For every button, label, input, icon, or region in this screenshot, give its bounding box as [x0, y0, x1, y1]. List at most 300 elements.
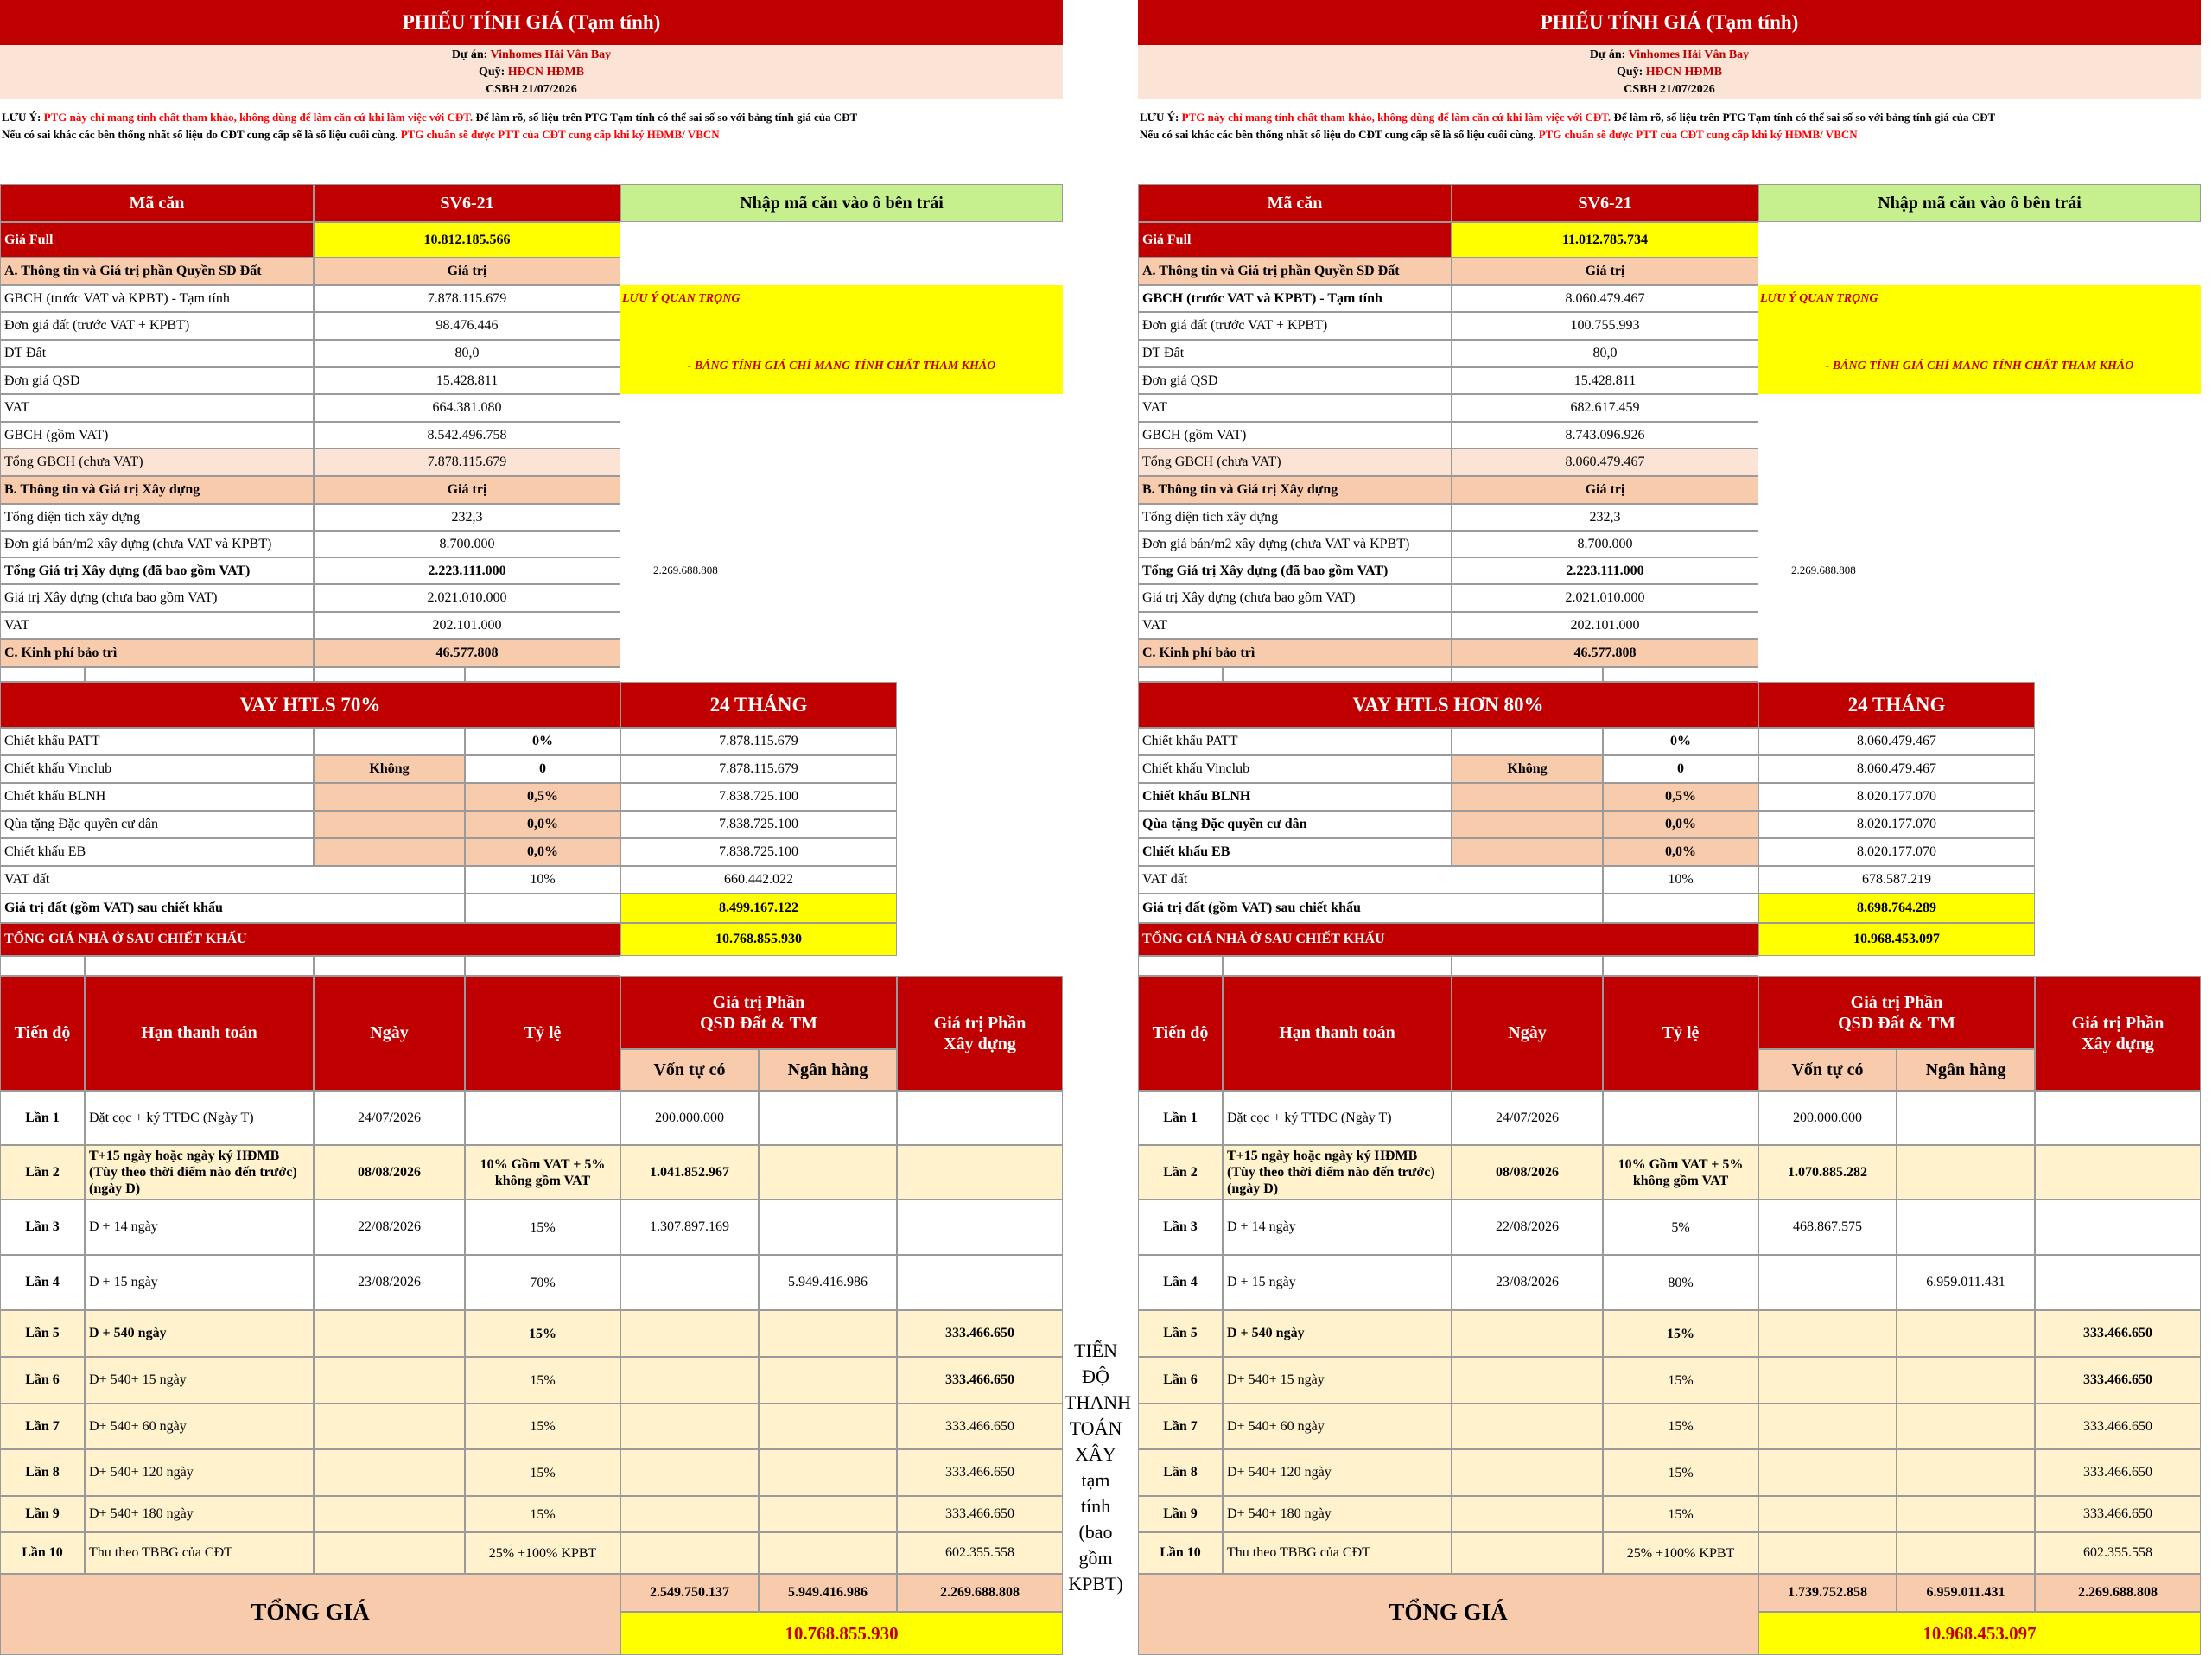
sum-own-capital: 1.739.752.858: [1758, 1574, 1897, 1612]
schedule-deadline: D + 540 ngày: [1223, 1310, 1452, 1357]
schedule-lan: Lần 4: [0, 1255, 85, 1310]
schedule-lan: Lần 8: [0, 1449, 85, 1496]
spacer-cell: [0, 956, 85, 976]
schedule-lan: Lần 3: [0, 1200, 85, 1255]
warning-title: LƯU Ý QUAN TRỌNG: [622, 292, 741, 305]
fund-label: Quỹ:: [1616, 65, 1643, 79]
schedule-bank: [1897, 1532, 2035, 1574]
schedule-construction: [2035, 1255, 2201, 1310]
schedule-construction: [2035, 1200, 2201, 1255]
section-b-value-header: Giá trị: [1452, 476, 1758, 504]
land-after-discount-label: Giá trị đất (gồm VAT) sau chiết khấu: [0, 894, 465, 923]
total-house-value: 10.768.855.930: [620, 923, 897, 956]
schedule-lan: Lần 8: [1138, 1449, 1223, 1496]
header-ty-le: Tỷ lệ: [1603, 976, 1758, 1091]
land-row-value: 8.060.479.467: [1452, 285, 1758, 312]
schedule-own-capital: [620, 1255, 759, 1310]
discount-percent: 0,0%: [1603, 838, 1758, 866]
project-label: Dự án:: [451, 48, 488, 61]
spacer-cell: [85, 667, 314, 682]
construction-row-label: Tổng Giá trị Xây dựng (đã bao gồm VAT): [0, 557, 314, 584]
schedule-rate: 15%: [465, 1449, 620, 1496]
fund-value: HĐCN HĐMB: [1645, 65, 1723, 79]
schedule-deadline: D + 14 ngày: [85, 1200, 314, 1255]
schedule-own-capital: [1758, 1496, 1897, 1532]
fund-value: HĐCN HĐMB: [507, 65, 585, 79]
construction-row-value: 2.021.010.000: [314, 584, 620, 612]
schedule-construction: 333.466.650: [2035, 1449, 2201, 1496]
loan-term: 24 THÁNG: [620, 682, 897, 728]
schedule-bank: [1897, 1449, 2035, 1496]
schedule-rate: 15%: [1603, 1496, 1758, 1532]
schedule-deadline: Thu theo TBBG của CĐT: [1223, 1532, 1452, 1574]
schedule-bank: [759, 1357, 897, 1404]
schedule-lan: Lần 2: [1138, 1145, 1223, 1200]
spacer-cell: [465, 667, 620, 682]
schedule-deadline: D+ 540+ 120 ngày: [85, 1449, 314, 1496]
section-a-title: A. Thông tin và Giá trị phần Quyền SD Đất: [1138, 258, 1452, 285]
schedule-lan: Lần 1: [0, 1091, 85, 1145]
schedule-date: 22/08/2026: [314, 1200, 465, 1255]
schedule-construction: 333.466.650: [897, 1496, 1063, 1532]
discount-percent: 0: [465, 755, 620, 783]
schedule-own-capital: [1758, 1532, 1897, 1574]
schedule-lan: Lần 4: [1138, 1255, 1223, 1310]
discount-label: Chiết khấu BLNH: [0, 783, 314, 811]
schedule-lan: Lần 5: [1138, 1310, 1223, 1357]
schedule-deadline: D+ 540+ 15 ngày: [1223, 1357, 1452, 1404]
ma-can-input[interactable]: SV6-21: [1452, 184, 1758, 222]
schedule-deadline: D+ 540+ 180 ngày: [85, 1496, 314, 1532]
schedule-bank: [759, 1532, 897, 1574]
spacer-cell: [1603, 667, 1758, 682]
project-line: [1590, 47, 1749, 64]
schedule-own-capital: [620, 1357, 759, 1404]
discount-percent: 0%: [1603, 728, 1758, 755]
note-black-1: Để làm rõ, số liệu trên PTG Tạm tính có thể sai số so với bảng tính giá của CĐT: [1613, 111, 1996, 124]
schedule-construction: [897, 1200, 1063, 1255]
csbh-line: CSBH 21/07/2026: [486, 82, 577, 96]
land-row-label: Tổng GBCH (chưa VAT): [0, 449, 314, 476]
schedule-date: 23/08/2026: [1452, 1255, 1603, 1310]
note-black-2: Nếu có sai khác các bên thống nhất số liệu do CĐT cung cấp sẽ là số liệu cuối cùng.: [2, 128, 398, 141]
schedule-deadline: T+15 ngày hoặc ngày ký HĐMB (Tùy theo thời điểm nào đến trước) (ngày D): [85, 1145, 314, 1200]
schedule-deadline: T+15 ngày hoặc ngày ký HĐMB (Tùy theo thời điểm nào đến trước) (ngày D): [1223, 1145, 1452, 1200]
schedule-lan: Lần 6: [0, 1357, 85, 1404]
header-ngay: Ngày: [1452, 976, 1603, 1091]
construction-row-label: Tổng Giá trị Xây dựng (đã bao gồm VAT): [1138, 557, 1452, 584]
discount-option[interactable]: Không: [314, 755, 465, 783]
schedule-deadline: D+ 540+ 180 ngày: [1223, 1496, 1452, 1532]
discount-value: 7.838.725.100: [620, 783, 897, 811]
spacer-cell: [1603, 956, 1758, 976]
sum-construction: 2.269.688.808: [897, 1574, 1063, 1612]
section-b-title: B. Thông tin và Giá trị Xây dựng: [0, 476, 314, 504]
header-xd-line2: Xây dựng: [2082, 1034, 2154, 1053]
land-after-discount-value: 8.698.764.289: [1758, 894, 2035, 923]
disclaimer-note: [0, 109, 1063, 143]
schedule-own-capital: [1758, 1255, 1897, 1310]
discount-value: 8.020.177.070: [1758, 838, 2035, 866]
header-qsd-line2: QSD Đất & TM: [700, 1013, 817, 1033]
construction-row-label: Tổng diện tích xây dựng: [0, 504, 314, 531]
schedule-rate: 15%: [1603, 1357, 1758, 1404]
schedule-construction: [897, 1091, 1063, 1145]
land-row-value: 8.542.496.758: [314, 422, 620, 449]
schedule-deadline: Đặt cọc + ký TTĐC (Ngày T): [1223, 1091, 1452, 1145]
spacer-cell: [0, 667, 85, 682]
sum-bank: 6.959.011.431: [1897, 1574, 2035, 1612]
discount-value: 8.060.479.467: [1758, 755, 2035, 783]
schedule-rate: 10% Gồm VAT + 5% không gồm VAT: [1603, 1145, 1758, 1200]
schedule-construction: 602.355.558: [897, 1532, 1063, 1574]
discount-value: 7.838.725.100: [620, 838, 897, 866]
construction-row-value: 232,3: [1452, 504, 1758, 531]
ma-can-label: Mã căn: [1138, 184, 1452, 222]
schedule-bank: [759, 1091, 897, 1145]
ma-can-hint: Nhập mã căn vào ô bên trái: [1758, 184, 2201, 222]
schedule-lan: Lần 1: [1138, 1091, 1223, 1145]
schedule-date: [314, 1449, 465, 1496]
spacer-cell: [314, 956, 465, 976]
header-qsd-line1: Giá trị Phần: [712, 992, 805, 1012]
schedule-rate: 5%: [1603, 1200, 1758, 1255]
discount-label: Chiết khấu PATT: [1138, 728, 1452, 755]
total-house-value: 10.968.453.097: [1758, 923, 2035, 956]
schedule-own-capital: [620, 1449, 759, 1496]
schedule-rate: 15%: [1603, 1449, 1758, 1496]
price-sheet-right: [1138, 0, 2201, 1655]
tong-gia-label: TỔNG GIÁ: [1389, 1599, 1508, 1625]
land-row-label: GBCH (trước VAT và KPBT) - Tạm tính: [1138, 285, 1452, 312]
schedule-own-capital: 1.041.852.967: [620, 1145, 759, 1200]
schedule-own-capital: [1758, 1357, 1897, 1404]
header-xay-dung: [897, 976, 1063, 1091]
section-c-title: C. Kinh phí bảo trì: [0, 639, 314, 667]
ma-can-label: Mã căn: [0, 184, 314, 222]
schedule-date: [314, 1404, 465, 1449]
header-xay-dung: [2035, 976, 2201, 1091]
note-red-2: PTG chuẩn sẽ được PTT của CĐT cung cấp khi ký HĐMB/ VBCN: [1538, 128, 1858, 141]
schedule-rate: 15%: [465, 1200, 620, 1255]
spacer-cell: [85, 956, 314, 976]
schedule-bank: 5.949.416.986: [759, 1255, 897, 1310]
discount-percent: 0,0%: [465, 811, 620, 838]
schedule-bank: [759, 1496, 897, 1532]
schedule-bank: [1897, 1310, 2035, 1357]
construction-row-label: Đơn giá bán/m2 xây dựng (chưa VAT và KPBT): [0, 531, 314, 557]
schedule-bank: [1897, 1357, 2035, 1404]
schedule-own-capital: 468.867.575: [1758, 1200, 1897, 1255]
header-xd-line1: Giá trị Phần: [933, 1013, 1027, 1033]
header-von-tu-co: Vốn tự có: [1758, 1049, 1897, 1091]
discount-label: Qùa tặng Đặc quyền cư dân: [0, 811, 314, 838]
schedule-lan: Lần 2: [0, 1145, 85, 1200]
sum-total: 10.768.855.930: [620, 1612, 1063, 1655]
header-tien-do: Tiến độ: [1138, 976, 1223, 1091]
section-c-title: C. Kinh phí bảo trì: [1138, 639, 1452, 667]
construction-row-label: Đơn giá bán/m2 xây dựng (chưa VAT và KPBT): [1138, 531, 1452, 557]
header-ngan-hang: Ngân hàng: [1897, 1049, 2035, 1091]
land-row-value: 80,0: [314, 340, 620, 367]
land-row-value: 8.743.096.926: [1452, 422, 1758, 449]
land-row-label: VAT: [1138, 394, 1452, 422]
header-von-tu-co: Vốn tự có: [620, 1049, 759, 1091]
schedule-lan: Lần 10: [0, 1532, 85, 1574]
schedule-deadline: D + 14 ngày: [1223, 1200, 1452, 1255]
schedule-bank: [759, 1404, 897, 1449]
land-row-value: 664.381.080: [314, 394, 620, 422]
schedule-deadline: Thu theo TBBG của CĐT: [85, 1532, 314, 1574]
schedule-bank: [1897, 1145, 2035, 1200]
side-construction-total: 2.269.688.808: [653, 563, 718, 576]
land-row-label: Tổng GBCH (chưa VAT): [1138, 449, 1452, 476]
sum-own-capital: 2.549.750.137: [620, 1574, 759, 1612]
note-prefix: LƯU Ý:: [1140, 111, 1179, 124]
discount-percent: 0,5%: [1603, 783, 1758, 811]
schedule-rate: [465, 1091, 620, 1145]
fund-line: [1617, 64, 1722, 81]
project-value: Vinhomes Hải Vân Bay: [1628, 48, 1750, 61]
land-row-value: 8.060.479.467: [1452, 449, 1758, 476]
discount-value: 8.060.479.467: [1758, 728, 2035, 755]
sheet-title: PHIẾU TÍNH GIÁ (Tạm tính): [0, 0, 1063, 45]
note-red-2: PTG chuẩn sẽ được PTT của CĐT cung cấp khi ký HĐMB/ VBCN: [400, 128, 720, 141]
land-after-discount-value: 8.499.167.122: [620, 894, 897, 923]
schedule-rate: 15%: [465, 1310, 620, 1357]
sum-construction: 2.269.688.808: [2035, 1574, 2201, 1612]
csbh-line: CSBH 21/07/2026: [1624, 82, 1715, 96]
schedule-lan: Lần 9: [0, 1496, 85, 1532]
header-ngan-hang: Ngân hàng: [759, 1049, 897, 1091]
warning-text: - BẢNG TÍNH GIÁ CHỈ MANG TÍNH CHẤT THAM KHẢO: [1825, 360, 2134, 372]
schedule-own-capital: [620, 1404, 759, 1449]
schedule-lan: Lần 7: [1138, 1404, 1223, 1449]
construction-row-label: Tổng diện tích xây dựng: [1138, 504, 1452, 531]
discount-label: Chiết khấu BLNH: [1138, 783, 1452, 811]
spacer-cell: [465, 956, 620, 976]
ma-can-hint: Nhập mã căn vào ô bên trái: [620, 184, 1063, 222]
schedule-bank: [1897, 1404, 2035, 1449]
schedule-construction: [897, 1255, 1063, 1310]
section-a-title: A. Thông tin và Giá trị phần Quyền SD Đất: [0, 258, 314, 285]
total-house-label: TỔNG GIÁ NHÀ Ở SAU CHIẾT KHẤU: [0, 923, 620, 956]
construction-row-value: 8.700.000: [314, 531, 620, 557]
schedule-rate: 80%: [1603, 1255, 1758, 1310]
vat-land-value: 660.442.022: [620, 866, 897, 894]
schedule-lan: Lần 5: [0, 1310, 85, 1357]
schedule-bank: [1897, 1200, 2035, 1255]
schedule-date: 08/08/2026: [1452, 1145, 1603, 1200]
header-han-thanh-toan: Hạn thanh toán: [85, 976, 314, 1091]
schedule-rate: 15%: [1603, 1310, 1758, 1357]
total-house-label: TỔNG GIÁ NHÀ Ở SAU CHIẾT KHẤU: [1138, 923, 1758, 956]
sheet-title: PHIẾU TÍNH GIÁ (Tạm tính): [1138, 0, 2201, 45]
middle-label: TIẾN ĐỘ THANH TOÁN XÂY tạm tính (bao gồm KPBT): [1065, 1340, 1131, 1595]
gia-full-label: Giá Full: [1138, 222, 1452, 258]
schedule-date: [314, 1496, 465, 1532]
header-qsd-line2: QSD Đất & TM: [1838, 1013, 1955, 1033]
discount-label: Chiết khấu Vinclub: [0, 755, 314, 783]
schedule-own-capital: [620, 1310, 759, 1357]
header-qsd: [1758, 976, 2035, 1049]
important-warning: [620, 285, 1063, 394]
fund-label: Quỹ:: [478, 65, 505, 79]
schedule-bank: [1897, 1091, 2035, 1145]
schedule-own-capital: 1.070.885.282: [1758, 1145, 1897, 1200]
schedule-date: [1452, 1449, 1603, 1496]
schedule-own-capital: 200.000.000: [620, 1091, 759, 1145]
land-row-label: Đơn giá đất (trước VAT + KPBT): [0, 312, 314, 340]
schedule-own-capital: [1758, 1404, 1897, 1449]
schedule-rate: 10% Gồm VAT + 5% không gồm VAT: [465, 1145, 620, 1200]
schedule-own-capital: 1.307.897.169: [620, 1200, 759, 1255]
schedule-rate: 70%: [465, 1255, 620, 1310]
gia-full-value: 10.812.185.566: [314, 222, 620, 258]
section-c-value: 46.577.808: [314, 639, 620, 667]
land-row-label: Đơn giá QSD: [1138, 367, 1452, 394]
discount-label: Chiết khấu PATT: [0, 728, 314, 755]
empty-cell: [465, 894, 620, 923]
discount-percent: 0,0%: [465, 838, 620, 866]
note-prefix: LƯU Ý:: [2, 111, 41, 124]
important-warning: [1758, 285, 2201, 394]
schedule-deadline: D + 15 ngày: [85, 1255, 314, 1310]
schedule-date: 08/08/2026: [314, 1145, 465, 1200]
schedule-own-capital: [620, 1496, 759, 1532]
construction-row-value: 232,3: [314, 504, 620, 531]
land-row-value: 15.428.811: [1452, 367, 1758, 394]
schedule-date: [1452, 1532, 1603, 1574]
disclaimer-note: [1138, 109, 2201, 143]
discount-option: [314, 811, 465, 838]
schedule-date: [1452, 1310, 1603, 1357]
gia-full-value: 11.012.785.734: [1452, 222, 1758, 258]
land-row-label: Đơn giá đất (trước VAT + KPBT): [1138, 312, 1452, 340]
land-after-discount-label: Giá trị đất (gồm VAT) sau chiết khấu: [1138, 894, 1603, 923]
schedule-own-capital: 200.000.000: [1758, 1091, 1897, 1145]
discount-label: Chiết khấu EB: [1138, 838, 1452, 866]
loan-plan-title: VAY HTLS HƠN 80%: [1138, 682, 1758, 728]
construction-row-value: 8.700.000: [1452, 531, 1758, 557]
spacer-cell: [1452, 956, 1603, 976]
schedule-date: 23/08/2026: [314, 1255, 465, 1310]
discount-label: Chiết khấu Vinclub: [1138, 755, 1452, 783]
schedule-deadline: D+ 540+ 60 ngày: [1223, 1404, 1452, 1449]
construction-row-value: 2.021.010.000: [1452, 584, 1758, 612]
discount-option: [314, 838, 465, 866]
project-value: Vinhomes Hải Vân Bay: [490, 48, 612, 61]
schedule-own-capital: [620, 1532, 759, 1574]
schedule-deadline: D + 15 ngày: [1223, 1255, 1452, 1310]
discount-option: [1452, 728, 1603, 755]
spacer-cell: [1223, 956, 1452, 976]
schedule-rate: 15%: [1603, 1404, 1758, 1449]
construction-row-label: Giá trị Xây dựng (chưa bao gồm VAT): [0, 584, 314, 612]
discount-option[interactable]: Không: [1452, 755, 1603, 783]
discount-value: 7.878.115.679: [620, 755, 897, 783]
land-row-label: DT Đất: [0, 340, 314, 367]
gia-full-label: Giá Full: [0, 222, 314, 258]
schedule-rate: 25% +100% KPBT: [465, 1532, 620, 1574]
schedule-construction: 333.466.650: [897, 1404, 1063, 1449]
land-row-value: 100.755.993: [1452, 312, 1758, 340]
section-a-value-header: Giá trị: [314, 258, 620, 285]
schedule-date: [1452, 1496, 1603, 1532]
schedule-construction: 333.466.650: [897, 1310, 1063, 1357]
schedule-bank: [1897, 1496, 2035, 1532]
land-row-value: 682.617.459: [1452, 394, 1758, 422]
discount-label: Chiết khấu EB: [0, 838, 314, 866]
discount-percent: 0%: [465, 728, 620, 755]
schedule-rate: 25% +100% KPBT: [1603, 1532, 1758, 1574]
discount-option: [1452, 783, 1603, 811]
warning-text: - BẢNG TÍNH GIÁ CHỈ MANG TÍNH CHẤT THAM KHẢO: [687, 360, 996, 372]
schedule-rate: 15%: [465, 1404, 620, 1449]
schedule-deadline: D+ 540+ 15 ngày: [85, 1357, 314, 1404]
loan-term: 24 THÁNG: [1758, 682, 2035, 728]
schedule-lan: Lần 7: [0, 1404, 85, 1449]
discount-option: [314, 728, 465, 755]
note-red-1: PTG này chỉ mang tính chất tham khảo, không dùng để làm căn cứ khi làm việc với CĐT.: [43, 111, 474, 124]
ma-can-input[interactable]: SV6-21: [314, 184, 620, 222]
discount-option: [1452, 838, 1603, 866]
land-row-value: 98.476.446: [314, 312, 620, 340]
schedule-rate: 15%: [465, 1496, 620, 1532]
vat-land-label: VAT đất: [1138, 866, 1603, 894]
schedule-date: [314, 1310, 465, 1357]
schedule-lan: Lần 9: [1138, 1496, 1223, 1532]
construction-row-label: VAT: [1138, 612, 1452, 639]
construction-row-label: VAT: [0, 612, 314, 639]
schedule-deadline: D + 540 ngày: [85, 1310, 314, 1357]
schedule-date: 22/08/2026: [1452, 1200, 1603, 1255]
schedule-construction: 333.466.650: [2035, 1357, 2201, 1404]
schedule-rate: [1603, 1091, 1758, 1145]
header-ty-le: Tỷ lệ: [465, 976, 620, 1091]
section-b-title: B. Thông tin và Giá trị Xây dựng: [1138, 476, 1452, 504]
discount-value: 8.020.177.070: [1758, 811, 2035, 838]
header-qsd: [620, 976, 897, 1049]
land-row-value: 80,0: [1452, 340, 1758, 367]
construction-row-value: 202.101.000: [1452, 612, 1758, 639]
schedule-rate: 15%: [465, 1357, 620, 1404]
construction-row-label: Giá trị Xây dựng (chưa bao gồm VAT): [1138, 584, 1452, 612]
vat-land-value: 678.587.219: [1758, 866, 2035, 894]
tong-gia-label: TỔNG GIÁ: [251, 1599, 370, 1625]
warning-title: LƯU Ý QUAN TRỌNG: [1760, 292, 1878, 305]
project-info: [1138, 45, 2201, 99]
schedule-construction: 333.466.650: [2035, 1496, 2201, 1532]
project-label: Dự án:: [1589, 48, 1626, 61]
discount-percent: 0: [1603, 755, 1758, 783]
spacer-cell: [1223, 667, 1452, 682]
section-b-value-header: Giá trị: [314, 476, 620, 504]
schedule-date: 24/07/2026: [1452, 1091, 1603, 1145]
construction-row-value: 2.223.111.000: [314, 557, 620, 584]
land-row-label: Đơn giá QSD: [0, 367, 314, 394]
schedule-construction: 602.355.558: [2035, 1532, 2201, 1574]
empty-cell: [1603, 894, 1758, 923]
schedule-deadline: Đặt cọc + ký TTĐC (Ngày T): [85, 1091, 314, 1145]
construction-row-value: 202.101.000: [314, 612, 620, 639]
header-qsd-line1: Giá trị Phần: [1850, 992, 1943, 1012]
note-red-1: PTG này chỉ mang tính chất tham khảo, không dùng để làm căn cứ khi làm việc với CĐT.: [1181, 111, 1611, 124]
land-row-label: GBCH (trước VAT và KPBT) - Tạm tính: [0, 285, 314, 312]
schedule-construction: [2035, 1091, 2201, 1145]
discount-option: [1452, 811, 1603, 838]
discount-value: 7.878.115.679: [620, 728, 897, 755]
